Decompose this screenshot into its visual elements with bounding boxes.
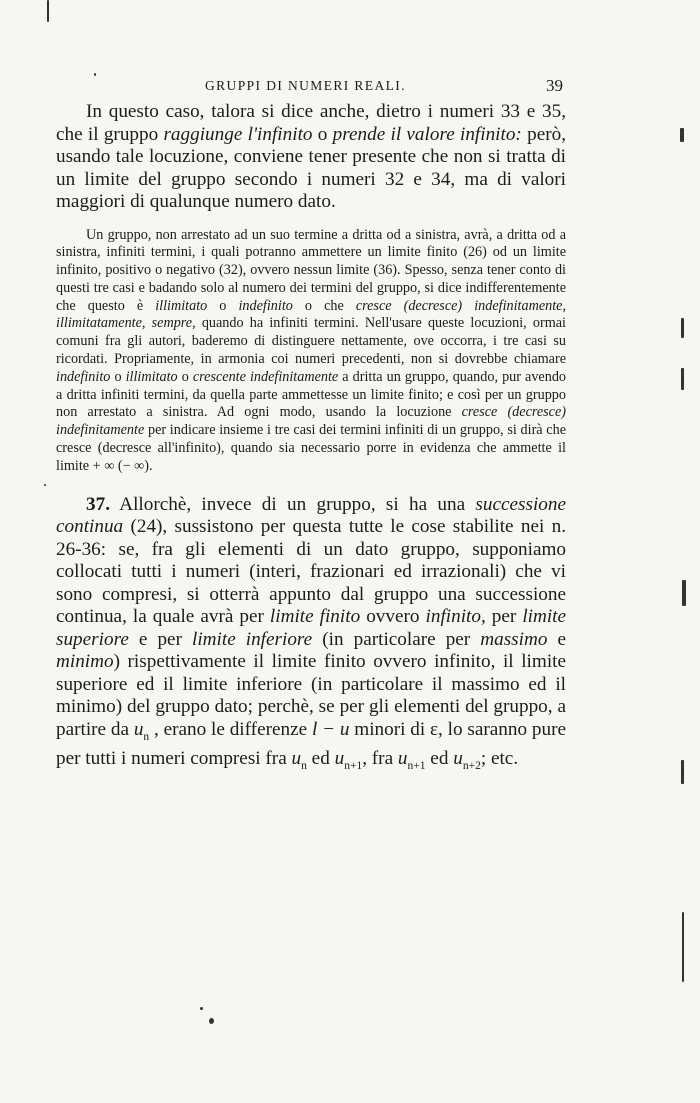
- speck: [47, 0, 49, 22]
- speck: [681, 318, 684, 338]
- page-body: [56, 101, 566, 777]
- speck: [44, 484, 46, 486]
- page-number: 39: [546, 76, 563, 95]
- speck: [680, 128, 684, 142]
- speck: [682, 580, 686, 606]
- speck: [681, 760, 684, 784]
- running-header: [0, 76, 700, 98]
- section-37-paragraph: 37. Allorchè, invece di un gruppo, si ha una successione continua (24), sussistono per questa tutte le cose stabilite nei n. 26-36: se, fra gli elementi di un dato gruppo, supponiamo collocati tutti i numeri (interi, frazionari ed irrazionali) che vi sono compresi, si otterrà appunto dal gruppo una successione continua, la quale avrà per limite finito ovvero infinito, per limite superiore e per limite inferiore (in particolare per massimo e minimo) rispettivamente il limite finito ovvero infinito, il limite superiore ed il limite inferiore (in particolare il massimo ed il minimo) del gruppo dato; perchè, se per gli elementi del gruppo, a partire da $u_n$ , erano le differenze l − u minori di ε, lo saranno pure per tutti i numeri compresi fra $u_n$ ed $u_{n+1}$, fra $u_{n+1}$ ed $u_{n+2}$; etc.: [56, 493, 567, 772]
- intro-paragraph: In questo caso, talora si dice anche, dietro i numeri 33 e 35, che il gruppo raggiunge l'infinito o prende il valore infinito: però, usando tale locuzione, conviene tener presente che non si tratta di un limite del gruppo secondo i numeri 32 e 34, ma di valori maggiori di qualunque numero dato.: [56, 101, 566, 212]
- running-title: GRUPPI DI NUMERI REALI.: [205, 78, 406, 93]
- speck: [682, 912, 684, 982]
- section-number: 37.: [86, 493, 110, 515]
- speck: [200, 1007, 203, 1010]
- speck: [209, 1018, 214, 1024]
- speck: [94, 73, 96, 76]
- footnote-paragraph: Un gruppo, non arrestato ad un suo termine a dritta od a sinistra, avrà, a dritta od a sinistra, infiniti termini, i quali potranno ammettere un limite finito (26) od un limite infinito, positivo o negativo (32), ovvero nessun limite (36). Spesso, senza tener conto di questi tre casi e badando solo al numero dei termini del gruppo, si dice indifferentemente che questo è illimitato o indefinito o che cresce (decresce) indefinitamente, illimitatamente, sempre, quando ha infiniti termini. Nell'usare queste locuzioni, ormai comuni fra gli autori, baderemo di distinguere nettamente, ove occorra, i tre casi su ricordati. Propriamente, in armonia coi numeri precedenti, non si dovrebbe chiamare indefinito o illimitato o crescente indefinitamente a dritta un gruppo, quando, pur avendo a dritta infiniti termini, da quella parte ammettesse un limite finito; e così per un gruppo non arrestato a sinistra. Ad ogni modo, usando la locuzione cresce (decresce) indefinitamente per indicare insieme i tre casi dei termini infiniti di un gruppo, si dirà che cresce (decresce all'infinito), quando sia necessario porre in evidenza che ammette il limite + ∞ (− ∞).: [56, 226, 567, 474]
- speck: [681, 368, 684, 390]
